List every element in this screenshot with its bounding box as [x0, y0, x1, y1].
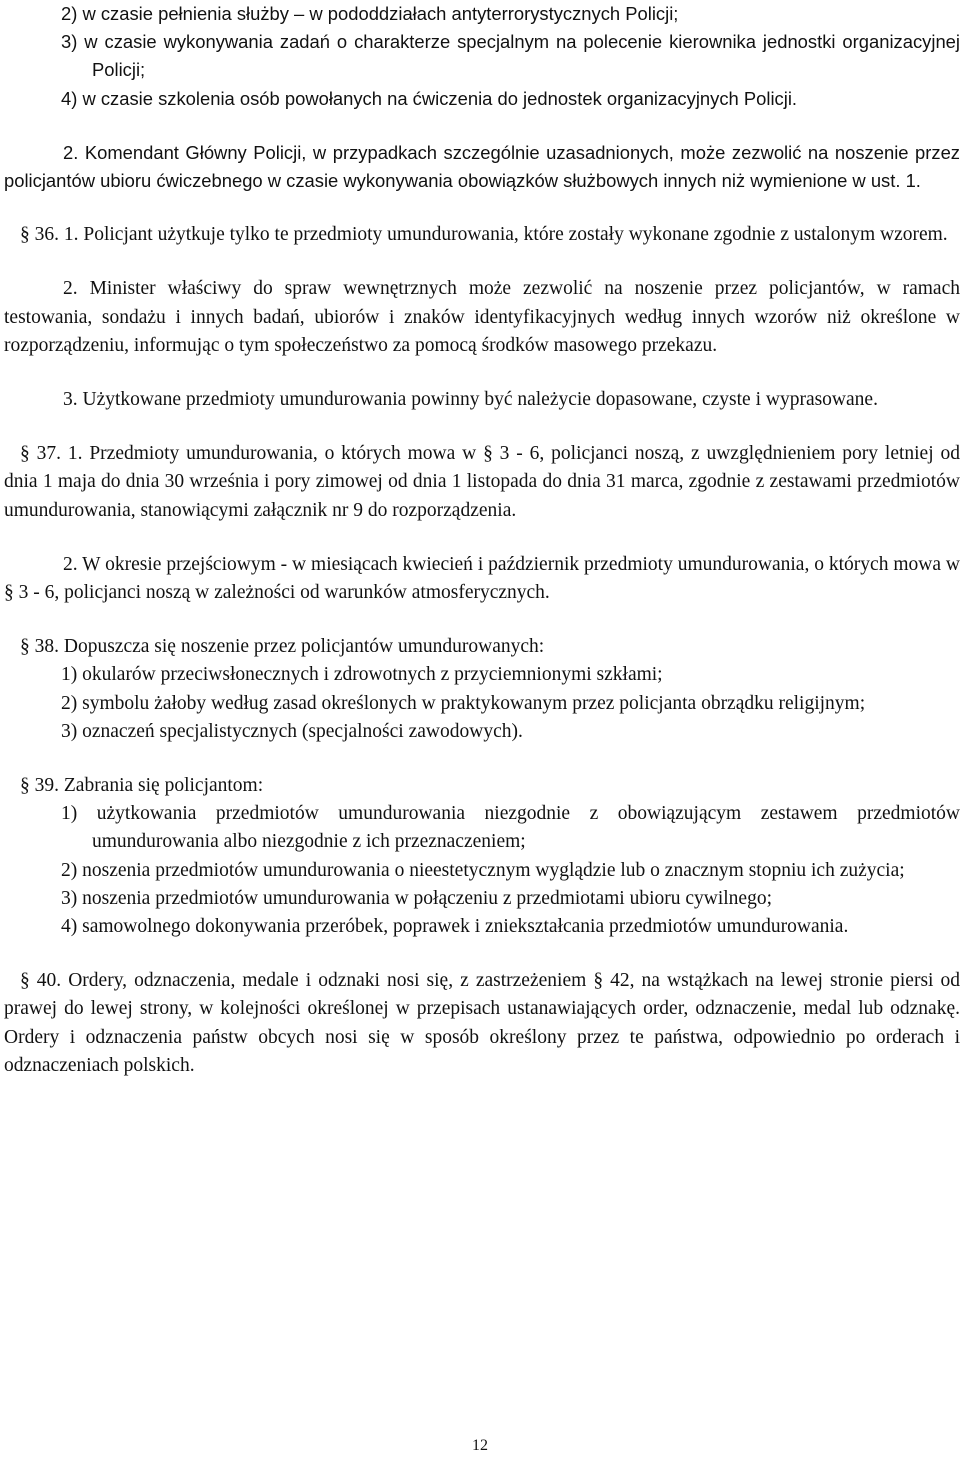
list-item: 1) użytkowania przedmiotów umundurowania niezgodnie z obowiązującym zestawem przedmiotów umundurowania albo niezgodnie z ich przeznaczeniem;: [61, 803, 960, 853]
list-item: 2) w czasie pełnienia służby – w pododdziałach antyterrorystycznych Policji;: [61, 3, 679, 24]
list-item: 3) oznaczeń specjalistycznych (specjalności zawodowych).: [61, 720, 523, 742]
paragraph-39-head: § 39. Zabrania się policjantom:: [20, 775, 264, 797]
list-item: 3) w czasie wykonywania zadań o charakterze specjalnym na polecenie kierownika jednostki organizacyjnej Policji;: [61, 31, 960, 81]
top-list: [4, 0, 960, 195]
paragraph-36-3: 3. Użytkowane przedmioty umundurowania powinny być należycie dopasowane, czyste i wyprasowane.: [63, 389, 878, 411]
paragraph-37-2: 2. W okresie przejściowym - w miesiącach kwiecień i październik przedmioty umundurowania, o których mowa w § 3 - 6, policjanci noszą w zależności od warunków atmosferycznych.: [4, 553, 960, 604]
paragraph-37-1: § 37. 1. Przedmioty umundurowania, o których mowa w § 3 - 6, policjanci noszą, z uwzględnieniem pory letniej od dnia 1 maja do dnia 30 września i pory zimowej od dnia 1 listopada do dnia 31 marca, zgodnie z zestawami przedmiotów umundurowania, stanowiącymi załącznik nr 9 do rozporządzenia.: [4, 443, 960, 521]
list-item: 3) noszenia przedmiotów umundurowania w połączeniu z przedmiotami ubioru cywilnego;: [61, 887, 772, 909]
paragraph-36-1: § 36. 1. Policjant użytkuje tylko te przedmioty umundurowania, które zostały wykonane zgodnie z ustalonym wzorem.: [20, 224, 948, 246]
list-item: 2) symbolu żałoby według zasad określonych w praktykowanym przez policjanta obrządku religijnym;: [61, 692, 866, 714]
list-item: 2) noszenia przedmiotów umundurowania o nieestetycznym wyglądzie lub o znacznym stopniu ich zużycia;: [61, 859, 905, 881]
paragraph-36-2: 2. Minister właściwy do spraw wewnętrznych może zezwolić na noszenie przez policjantów, w ramach testowania, sondażu i innych badań, ubiorów i znaków identyfikacyjnych według innych wzorów niż określone w rozporządzeniu, informując o tym społeczeństwo za pomocą środków masowego przekazu.: [4, 278, 960, 356]
page-number: 12: [472, 1437, 488, 1454]
list-item: 4) samowolnego dokonywania przeróbek, poprawek i zniekształcania przedmiotów umundurowania.: [61, 916, 849, 938]
list-item: 1) okularów przeciwsłonecznych i zdrowotnych z przyciemnionymi szkłami;: [61, 664, 663, 686]
paragraph-40: § 40. Ordery, odznaczenia, medale i odznaki nosi się, z zastrzeżeniem § 42, na wstążkach na lewej stronie piersi od prawej do lewej strony, w kolejności określonej w przepisach ustanawiających order, odznaczenie, medal lub odznakę. Ordery i odznaczenia państw obcych nosi się w sposób określony przez te państwa, odpowiednio po orderach i odznaczeniach polskich.: [4, 970, 960, 1076]
paragraph-35-2: 2. Komendant Główny Policji, w przypadkach szczególnie uzasadnionych, może zezwolić na noszenie przez policjantów ubioru ćwiczebnego w czasie wykonywania obowiązków służbowych innych niż wymienione w ust. 1.: [4, 141, 960, 192]
paragraph-38-head: § 38. Dopuszcza się noszenie przez policjantów umundurowanych:: [20, 636, 545, 658]
list-item: 4) w czasie szkolenia osób powołanych na ćwiczenia do jednostek organizacyjnych Policji.: [61, 87, 798, 109]
